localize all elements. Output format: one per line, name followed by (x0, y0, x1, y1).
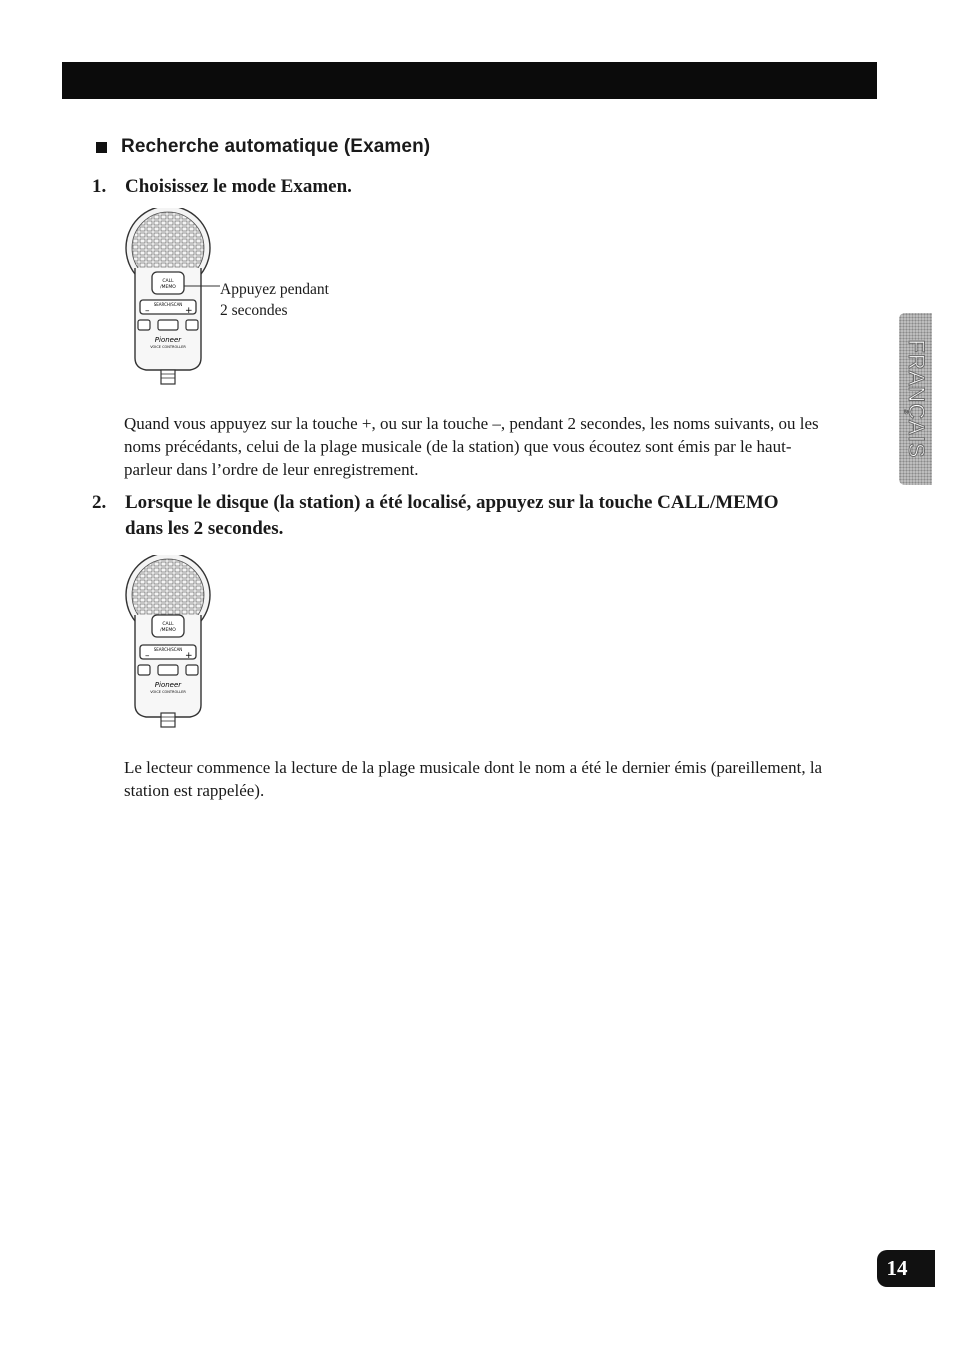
page-number: 14 (877, 1250, 935, 1287)
section-title: Recherche automatique (Examen) (121, 136, 431, 157)
callout-line-1: Appuyez pendant (220, 281, 329, 298)
brand-label: Pioneer (154, 336, 182, 344)
brand-label: Pioneer (154, 681, 182, 689)
square-bullet-icon (96, 142, 107, 153)
paragraph-playback-description: Le lecteur commence la lecture de la plage musicale dont le nom a été le dernier émis (pareillement, la station est rappelée). (124, 758, 823, 800)
language-tab (899, 313, 932, 485)
step-1 (92, 174, 792, 200)
minus-label: – (145, 651, 150, 661)
paragraph-scan-description: Quand vous appuyez sur la touche +, ou sur la touche –, pendant 2 secondes, les noms suivants, ou les noms précédants, celui de la plage musicale (de la station) que vous écoutez sont émis par le haut-parleur dans l’ordre de leur enregistrement. (124, 414, 819, 479)
remote-controller-icon (118, 555, 228, 735)
callout-press-duration (220, 279, 329, 321)
search-scan-label: SEARCH/SCAN (153, 647, 183, 652)
step-text: Lorsque le disque (la station) a été localisé, appuyez sur la touche CALL/MEMO dans les 2 secondes. (125, 492, 779, 539)
subtitle-label: VOICE CONTROLLER (150, 345, 186, 349)
search-scan-label: SEARCH/SCAN (153, 302, 183, 307)
step-number: 1. (92, 176, 107, 197)
callout-line-2: 2 secondes (220, 302, 288, 319)
language-tab-label: FRANÇAIS (903, 339, 929, 459)
header-bar (62, 62, 877, 99)
section-heading (96, 136, 430, 158)
remote-controller-icon (118, 208, 228, 388)
step-2 (92, 490, 792, 542)
plus-label: + (185, 306, 193, 316)
memo-label: /MEMO (160, 285, 176, 290)
call-label: CALL (162, 279, 174, 284)
plus-label: + (185, 651, 193, 661)
step-text: Choisissez le mode Examen. (125, 176, 352, 197)
minus-label: – (145, 306, 150, 316)
step-number: 2. (92, 492, 107, 513)
subtitle-label: VOICE CONTROLLER (150, 690, 186, 694)
memo-label: /MEMO (160, 628, 176, 633)
call-label: CALL (162, 622, 174, 627)
